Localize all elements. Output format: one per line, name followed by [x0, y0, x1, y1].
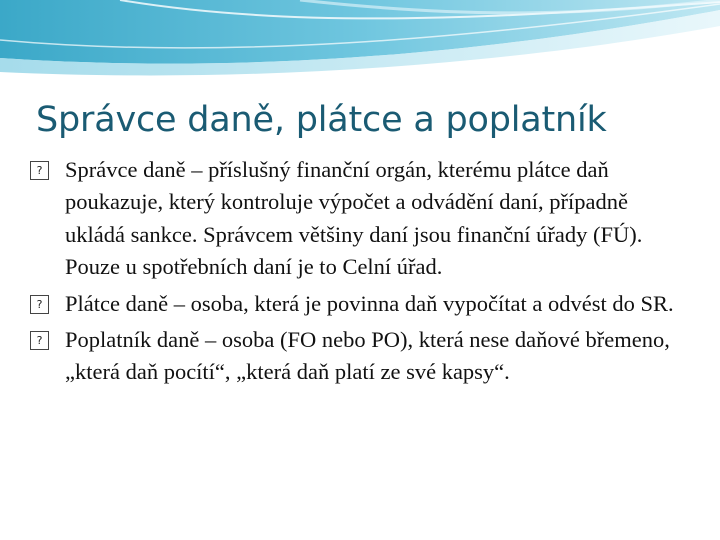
list-item [30, 324, 690, 389]
list-item-text: Plátce daně – osoba, která je povinna daň vypočítat a odvést do SR. [65, 290, 674, 316]
list-item [30, 288, 690, 320]
list-item [30, 154, 690, 284]
missing-glyph-icon: ? [30, 161, 49, 180]
missing-glyph-icon: ? [30, 295, 49, 314]
bullet-list [30, 154, 690, 393]
header-wave-decoration [0, 0, 720, 80]
list-item-text: Správce daně – příslušný finanční orgán, kterému plátce daň poukazuje, který kontroluje výpočet a odvádění daní, případně ukládá sankce. Správcem většiny daní jsou finanční úřady (FÚ). Pouze u spotřebních daní je to Celní úřad. [65, 157, 643, 280]
list-item-text: Poplatník daně – osoba (FO nebo PO), která nese daňové břemeno, „která daň pocítí“, „která daň platí ze své kapsy“. [65, 327, 670, 385]
slide-title: Správce daně, plátce a poplatník [36, 100, 607, 140]
missing-glyph-icon: ? [30, 331, 49, 350]
